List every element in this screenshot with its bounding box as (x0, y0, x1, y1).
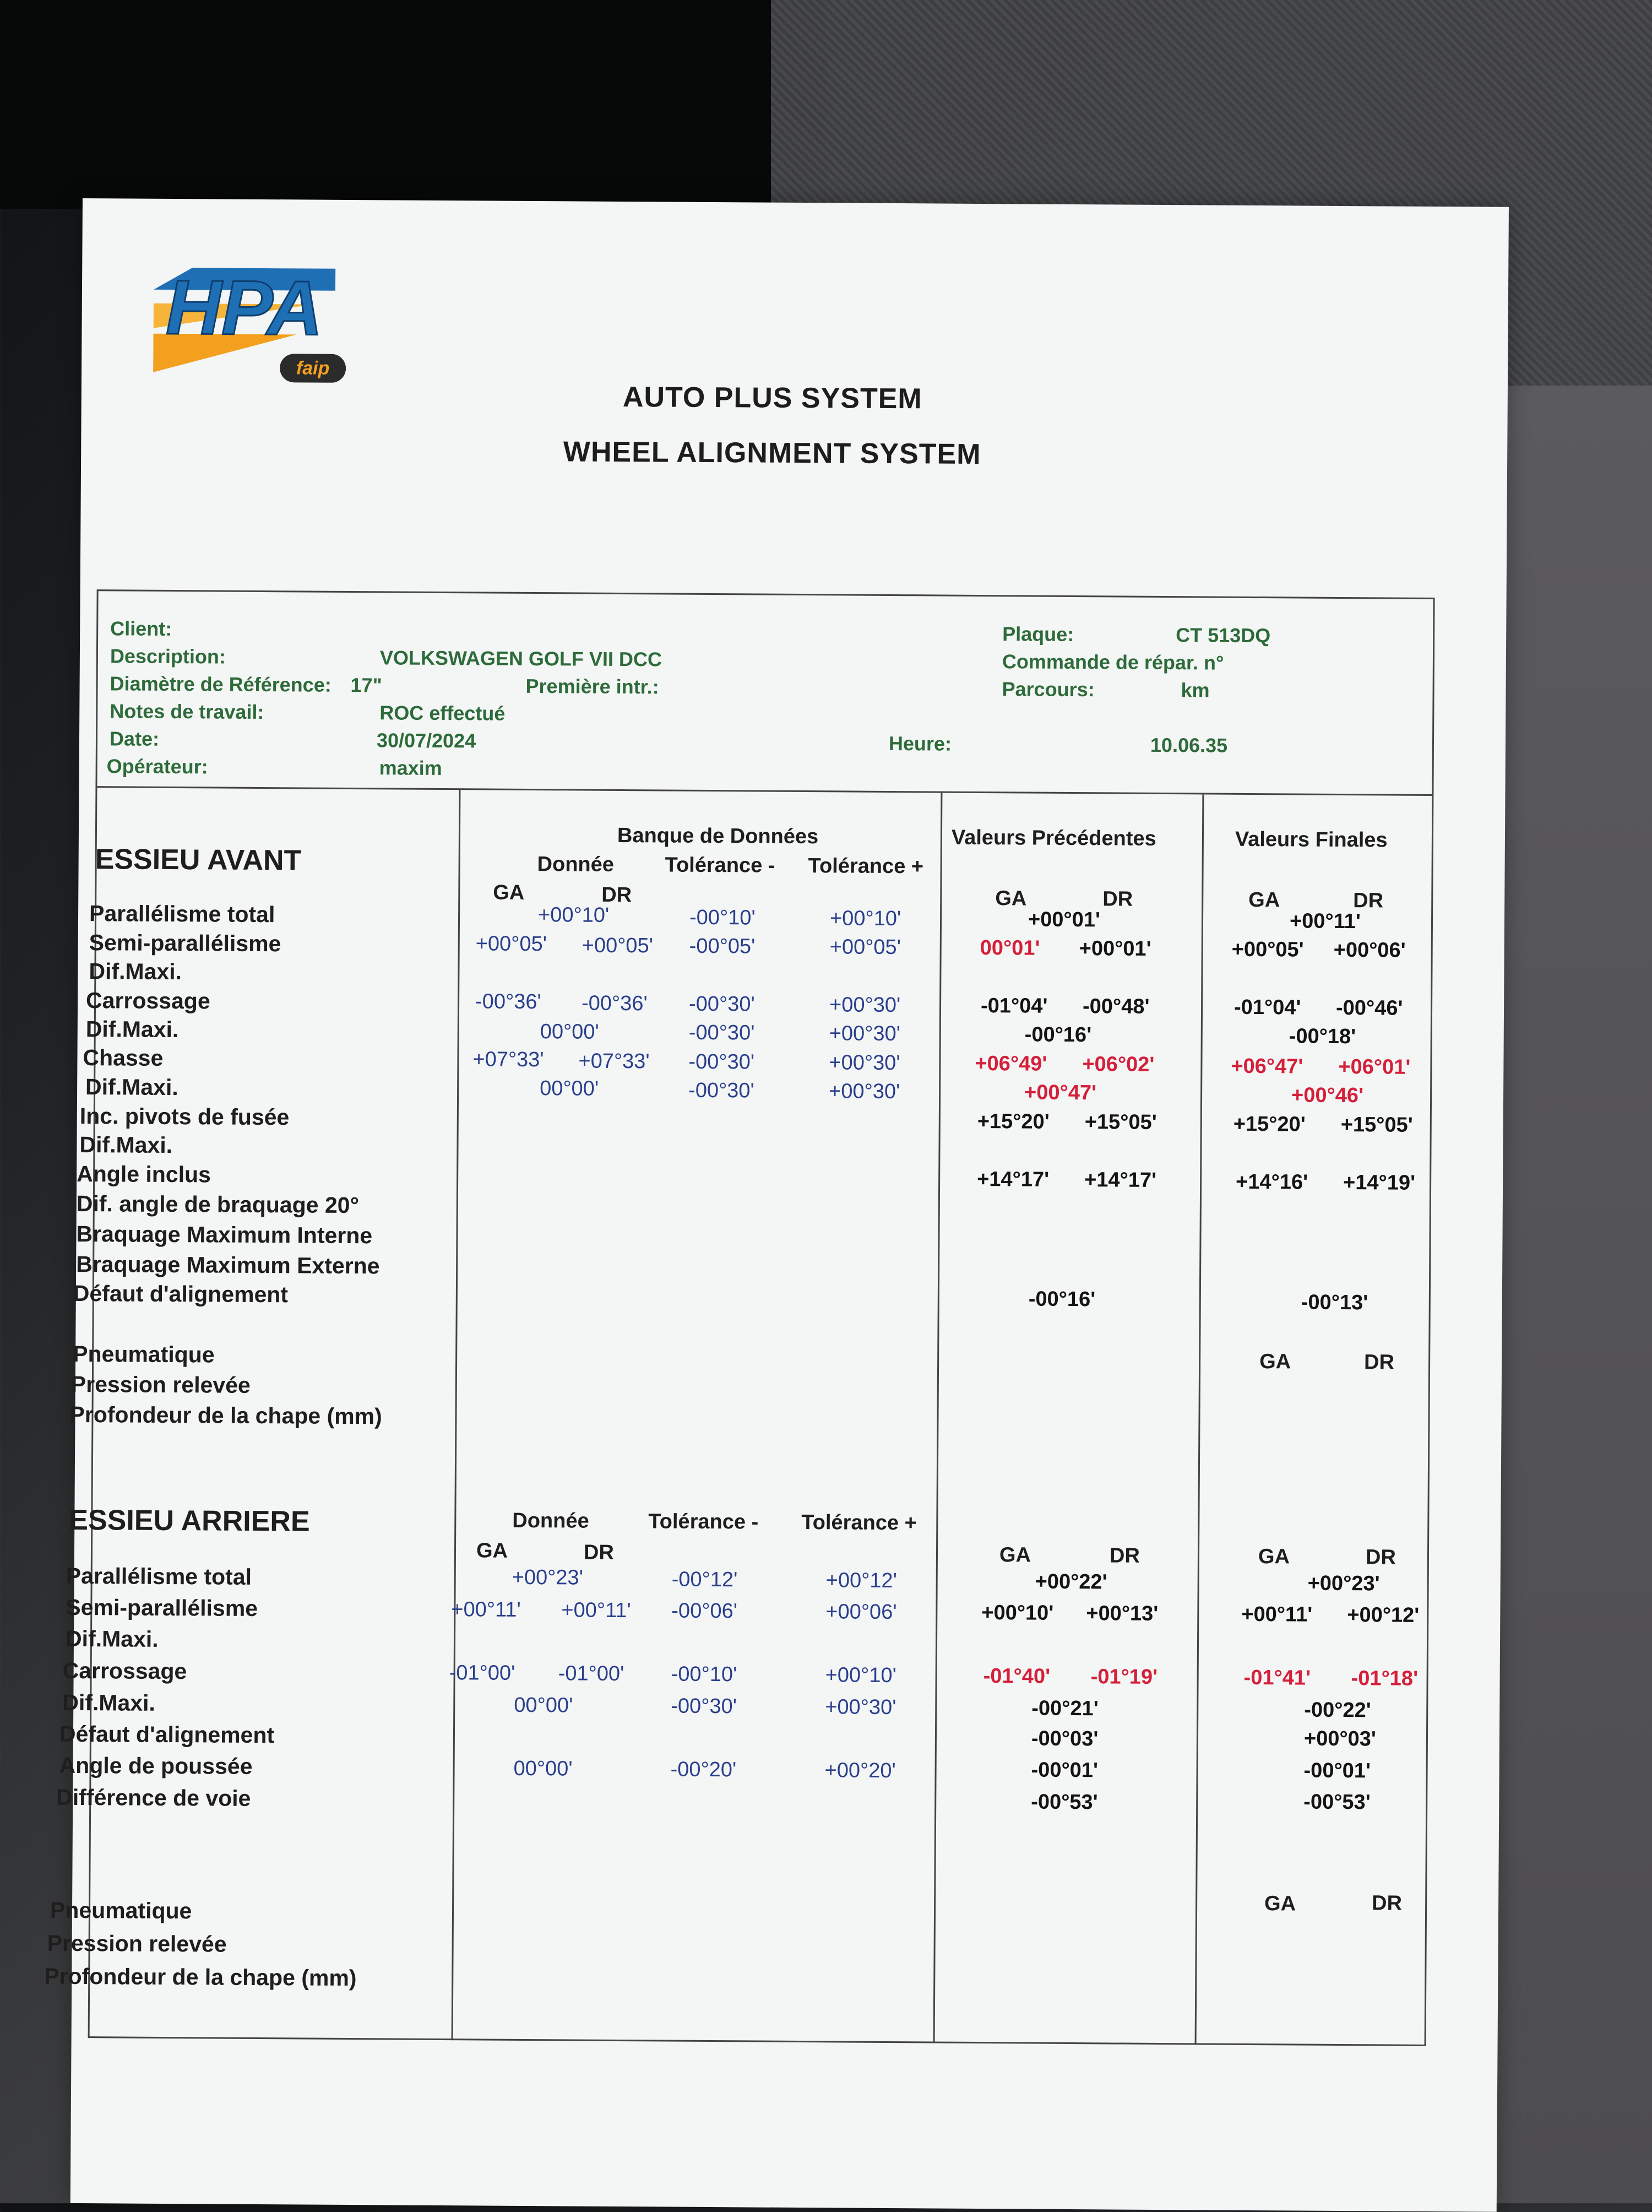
front-inc-prec-ga: +15°20' (977, 1109, 1050, 1134)
front-chasse-prec-ga: +06°49' (975, 1051, 1047, 1076)
rear-donnee-dr-header: DR (583, 1541, 615, 1564)
rear-tol-minus-header: Tolérance - (648, 1510, 759, 1534)
front-difmaxi3-donnee: 00°00' (540, 1077, 599, 1100)
car-seat-background-dark (0, 0, 826, 209)
logo-sub-text: faip (296, 357, 330, 379)
front-chasse-fin-dr: +06°01' (1338, 1055, 1411, 1079)
front-difmaxi2-tplus: +00°30' (829, 1022, 901, 1046)
precedentes-header: Valeurs Précédentes (951, 826, 1156, 850)
rear-semi-donnee-dr: +00°11' (561, 1598, 631, 1623)
front-paral-donnee: +00°10' (537, 903, 610, 927)
rear-donnee-header: Donnée (512, 1509, 589, 1533)
date-value: 30/07/2024 (376, 729, 476, 752)
rear-semi-tmin: -00°06' (671, 1599, 738, 1623)
rear-carro-donnee-ga: -01°00' (449, 1661, 515, 1685)
rear-paral-donnee: +00°23' (512, 1565, 584, 1590)
front-inc-fin-dr: +15°05' (1340, 1113, 1413, 1137)
rear-poussee-label: Angle de poussée (59, 1752, 253, 1779)
premiere-intr-label: Première intr.: (525, 674, 659, 698)
front-difmaxi2-fin: -00°18' (1289, 1024, 1356, 1049)
front-defaut-label: Défaut d'alignement (73, 1280, 289, 1308)
front-angle-prec-ga: +14°17' (977, 1167, 1050, 1191)
rear-semi-tplus: +00°06' (825, 1600, 897, 1624)
front-difmaxi1-label: Dif.Maxi. (89, 958, 182, 985)
front-semi-donnee-dr: +00°05' (582, 934, 654, 958)
front-defaut-prec: -00°16' (1028, 1287, 1096, 1311)
rear-carro-tmin: -00°10' (671, 1662, 737, 1687)
rear-carro-tplus: +00°10' (825, 1663, 896, 1688)
front-semi-tplus: +00°05' (829, 935, 901, 959)
diametre-label: Diamètre de Référence: (110, 672, 332, 696)
front-inc-label: Inc. pivots de fusée (79, 1103, 290, 1130)
front-difmaxi4-label: Dif.Maxi. (79, 1131, 173, 1158)
front-chasse-label: Chasse (83, 1045, 164, 1071)
rear-carro-fin-dr: -01°18' (1351, 1667, 1419, 1690)
hpa-logo (153, 251, 352, 395)
rear-carro-fin-ga: -01°41' (1243, 1666, 1311, 1690)
front-difmaxi3-prec: +00°47' (1024, 1081, 1097, 1105)
operateur-label: Opérateur: (106, 755, 208, 778)
front-difmaxi2-prec: -00°16' (1024, 1023, 1092, 1047)
rear-tol-plus-header: Tolérance + (801, 1511, 917, 1535)
rear-difmaxi2-tmin: -00°30' (671, 1694, 737, 1718)
front-paral-tplus: +00°10' (829, 907, 901, 931)
front-carro-prec-ga: -01°04' (980, 994, 1048, 1018)
front-semi-prec-dr: +00°01' (1079, 937, 1151, 961)
front-chasse-tplus: +00°30' (829, 1051, 900, 1075)
banque-header: Banque de Données (617, 823, 819, 849)
rear-difmaxi2-prec: -00°21' (1031, 1696, 1099, 1721)
rear-pneu-ga: GA (1264, 1892, 1296, 1916)
front-braqext-label: Braquage Maximum Externe (76, 1251, 380, 1279)
rear-difmaxi1-label: Dif.Maxi. (65, 1625, 159, 1652)
heure-label: Heure: (888, 731, 952, 755)
front-semi-fin-dr: +00°06' (1333, 938, 1406, 962)
rear-paral-tmin: -00°12' (671, 1568, 738, 1592)
rear-paral-fin: +00°23' (1307, 1571, 1380, 1596)
rear-difmaxi2-donnee: 00°00' (514, 1693, 573, 1717)
rear-donnee-ga-header: GA (476, 1539, 508, 1563)
logo-text: HPA (165, 263, 323, 351)
front-paral-prec: +00°01' (1028, 908, 1101, 932)
description-label: Description: (110, 644, 226, 668)
front-semi-donnee-ga: +00°05' (475, 932, 547, 956)
front-carro-tmin: -00°30' (688, 992, 755, 1016)
essieu-avant-title: ESSIEU AVANT (95, 843, 302, 877)
front-inc-fin-ga: +15°20' (1233, 1112, 1306, 1136)
front-paral-label: Parallélisme total (89, 901, 275, 928)
front-chasse-fin-ga: +06°47' (1231, 1054, 1303, 1078)
diametre-value: 17" (350, 673, 382, 697)
rear-difmaxi2-label: Dif.Maxi. (62, 1689, 156, 1716)
rear-voie-prec: -00°53' (1031, 1790, 1098, 1814)
rear-voie-label: Différence de voie (56, 1784, 251, 1811)
report-subtitle: WHEEL ALIGNMENT SYSTEM (563, 436, 981, 470)
front-profondeur-label: Profondeur de la chape (mm) (69, 1401, 382, 1429)
front-paral-tmin: -00°10' (689, 906, 756, 930)
rear-carro-label: Carrossage (62, 1657, 187, 1684)
front-carro-donnee-dr: -00°36' (581, 991, 648, 1016)
rear-paral-label: Parallélisme total (66, 1563, 252, 1590)
front-chasse-tmin: -00°30' (688, 1050, 755, 1074)
finales-header: Valeurs Finales (1235, 827, 1388, 852)
front-difmaxi3-label: Dif.Maxi. (85, 1074, 178, 1100)
front-braqint-label: Braquage Maximum Interne (76, 1221, 373, 1249)
front-difmaxi2-label: Dif.Maxi. (85, 1016, 179, 1043)
rear-poussee-prec: -00°01' (1031, 1758, 1099, 1782)
date-label: Date: (109, 727, 160, 750)
heure-value: 10.06.35 (1150, 733, 1228, 757)
front-defaut-fin: -00°13' (1301, 1291, 1368, 1315)
rear-semi-fin-dr: +00°12' (1347, 1603, 1420, 1627)
rear-fin-ga-header: GA (1258, 1545, 1290, 1569)
rear-pneu-dr: DR (1372, 1891, 1403, 1915)
notes-label: Notes de travail: (110, 700, 264, 724)
plaque-value: CT 513DQ (1176, 624, 1271, 647)
rear-poussee-fin: -00°01' (1303, 1759, 1371, 1783)
rear-carro-prec-ga: -01°40' (983, 1665, 1051, 1688)
front-carro-tplus: +00°30' (829, 993, 901, 1017)
client-label: Client: (110, 617, 172, 641)
front-pression-label: Pression relevée (70, 1371, 251, 1398)
parcours-label: Parcours: (1002, 677, 1095, 701)
rear-semi-prec-dr: +00°13' (1086, 1602, 1159, 1625)
front-angle-label: Angle inclus (77, 1161, 211, 1188)
parcours-unit: km (1181, 679, 1210, 702)
report-table-frame (85, 589, 1435, 2046)
plaque-label: Plaque: (1002, 622, 1074, 646)
front-paral-fin: +00°11' (1289, 909, 1361, 934)
notes-value: ROC effectué (379, 701, 506, 725)
rear-defaut-prec: -00°03' (1031, 1727, 1099, 1751)
donnee-header: Donnée (537, 853, 615, 876)
front-semi-fin-ga: +00°05' (1231, 937, 1304, 962)
donnee-dr-header: DR (601, 883, 632, 907)
tol-plus-header: Tolérance + (808, 854, 924, 879)
operateur-value: maxim (379, 756, 442, 780)
prec-dr-header: DR (1102, 887, 1133, 911)
rear-difmaxi2-fin: -00°22' (1304, 1698, 1371, 1722)
prec-ga-header: GA (995, 887, 1027, 910)
rear-difmaxi2-tplus: +00°30' (825, 1695, 896, 1720)
commande-label: Commande de répar. n° (1002, 650, 1224, 674)
front-carro-donnee-ga: -00°36' (475, 990, 541, 1014)
tol-minus-header: Tolérance - (665, 853, 775, 877)
front-angle-fin-ga: +14°16' (1236, 1170, 1308, 1194)
fin-ga-header: GA (1248, 888, 1280, 912)
alignment-report-sheet (44, 198, 1509, 2212)
front-pneu-ga: GA (1259, 1350, 1291, 1374)
front-carro-fin-ga: -01°04' (1233, 995, 1301, 1020)
rear-semi-fin-ga: +00°11' (1241, 1602, 1313, 1627)
rear-poussee-donnee: 00°00' (513, 1756, 573, 1781)
rear-semi-prec-ga: +00°10' (981, 1601, 1054, 1625)
front-difmaxi3-fin: +00°46' (1291, 1083, 1364, 1108)
essieu-arriere-title: ESSIEU ARRIERE (69, 1504, 310, 1538)
rear-pneu-label: Pneumatique (50, 1897, 192, 1924)
rear-pression-label: Pression relevée (47, 1930, 227, 1957)
front-difmaxi3-tmin: -00°30' (688, 1078, 754, 1103)
front-difmaxi3-tplus: +00°30' (828, 1080, 900, 1104)
front-angle-prec-dr: +14°17' (1084, 1168, 1157, 1192)
front-pneu-dr: DR (1364, 1351, 1395, 1374)
rear-prec-dr-header: DR (1109, 1544, 1140, 1568)
front-carro-label: Carrossage (85, 988, 210, 1014)
front-angle-fin-dr: +14°19' (1343, 1171, 1416, 1195)
rear-carro-prec-dr: -01°19' (1090, 1665, 1158, 1689)
rear-voie-fin: -00°53' (1303, 1790, 1371, 1814)
report-title: AUTO PLUS SYSTEM (622, 381, 922, 415)
rear-poussee-tplus: +00°20' (824, 1759, 896, 1783)
rear-semi-donnee-ga: +00°11' (451, 1598, 521, 1622)
description-value: VOLKSWAGEN GOLF VII DCC (379, 646, 662, 671)
front-pneu-label: Pneumatique (73, 1341, 215, 1368)
front-chasse-prec-dr: +06°02' (1082, 1053, 1155, 1076)
front-difmaxi2-tmin: -00°30' (688, 1021, 755, 1045)
front-semi-prec-ga: 00°01' (980, 936, 1040, 960)
front-semi-label: Semi-parallélisme (89, 930, 281, 957)
front-inc-prec-dr: +15°05' (1084, 1110, 1157, 1134)
fin-dr-header: DR (1353, 889, 1384, 913)
front-braq20-label: Dif. angle de braquage 20° (76, 1190, 360, 1218)
rear-profondeur-label: Profondeur de la chape (mm) (44, 1963, 357, 1991)
rear-carro-donnee-dr: -01°00' (558, 1662, 624, 1686)
rear-semi-label: Semi-parallélisme (66, 1594, 258, 1621)
rear-defaut-label: Défaut d'alignement (59, 1721, 275, 1748)
front-chasse-donnee-ga: +07°33' (472, 1048, 544, 1072)
rear-poussee-tmin: -00°20' (670, 1758, 737, 1782)
front-chasse-donnee-dr: +07°33' (578, 1049, 650, 1074)
front-difmaxi2-donnee: 00°00' (540, 1020, 599, 1044)
rear-fin-dr-header: DR (1365, 1546, 1396, 1569)
rear-defaut-fin: +00°03' (1303, 1727, 1377, 1751)
front-semi-tmin: -00°05' (689, 934, 756, 958)
front-carro-prec-dr: -00°48' (1082, 995, 1150, 1018)
front-carro-fin-dr: -00°46' (1335, 996, 1403, 1020)
rear-paral-tplus: +00°12' (825, 1569, 898, 1593)
donnee-ga-header: GA (493, 881, 525, 904)
rear-paral-prec: +00°22' (1035, 1570, 1107, 1594)
rear-prec-ga-header: GA (999, 1543, 1031, 1567)
